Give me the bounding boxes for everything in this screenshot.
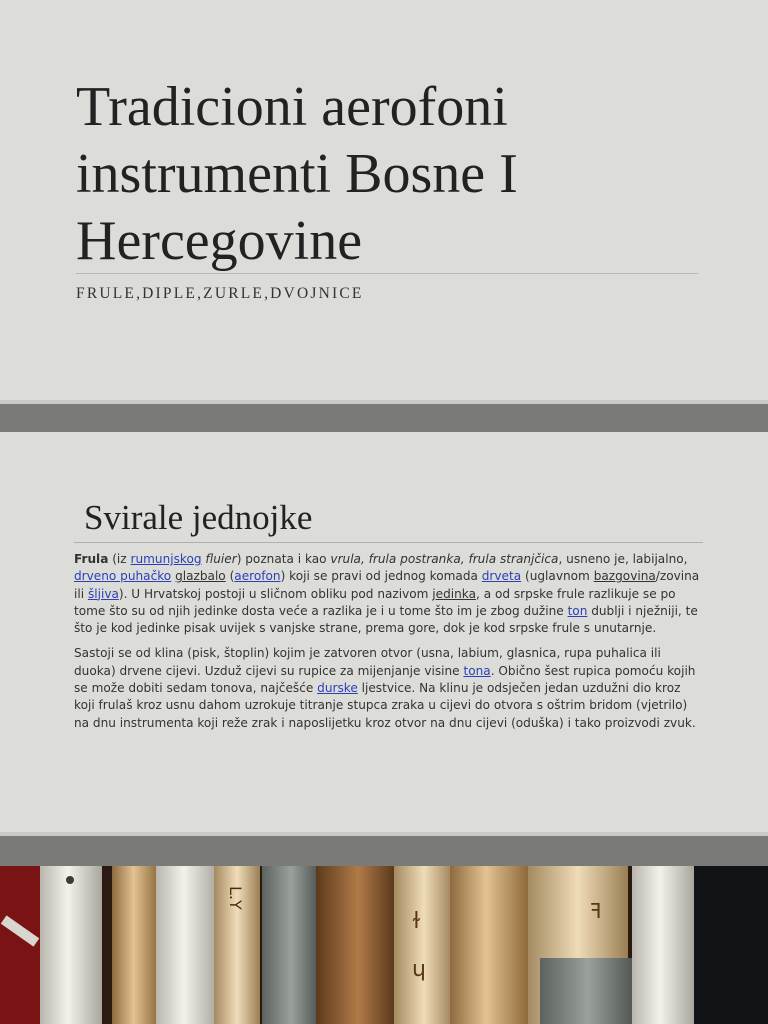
flute-carving-3: ɥ [412,957,426,982]
flute-gray-1 [262,866,320,1024]
paragraph-1 [74,551,704,637]
italic-fluier: fluier [205,552,237,566]
slide-subtitle: FRULE,DIPLE,ZURLE,DVOJNICE [76,285,364,302]
flutes-photo [0,866,768,1024]
text-span: ) koji se pravi od jednog komada [280,569,482,584]
link-tona[interactable]: tona [463,663,491,678]
link-glazbalo[interactable]: glazbalo [175,569,226,584]
flute-carving-4: ꟻ [590,899,602,923]
flute-gray-band [540,958,636,1024]
heading-rule [74,542,703,543]
text-span: , a od srpske frule razlikuje se po tome što su od njih jedinke dosta veće a razlika je i u tome što im je zbog dužine [74,586,676,618]
link-drveno-puhacko[interactable]: drveno puhačko [74,569,172,584]
text-span: Sastoji se od klina (pisk, štoplin) kojim je zatvoren otvor (usna, labium, glasnica, rupa puhalica ili duoka) drvene cijevi. Uzduž cijevi su rupice za mijenjanje visine [74,646,661,678]
flute-white-1 [40,866,102,1024]
link-bazgovina[interactable]: bazgovina [593,569,656,584]
link-rumunjskog[interactable]: rumunjskog [130,552,202,566]
text-span: ljestvice. Na klinu je odsječen jedan uzdužni dio kroz koji frulaš kroz usnu dahom uzrokuje titranje stupca zraka u cijevi do otvora s oštrim bridom (vjetrilo) na dnu instrumenta koji reže zrak i naposlijetku kroz otvor na dnu cijevi (oduška) i tako proizvodi zvuk. [74,681,696,730]
slide-title: Tradicioni aerofoni instrumenti Bosne I Hercegovine [76,76,518,272]
title-rule [76,273,698,274]
slide-divider [0,400,768,432]
text-span: . Obično šest rupica pomoću kojih se može dobiti sedam tonova, najčešće [74,663,696,696]
flute-hole [66,876,74,884]
content-slide [0,432,768,832]
title-slide [0,0,768,400]
link-sljiva[interactable]: šljiva [87,586,119,601]
slide-divider [0,832,768,866]
link-aerofon[interactable]: aerofon [234,569,281,584]
link-ton[interactable]: ton [567,603,588,618]
paragraph-2 [74,645,704,731]
body-text [74,551,704,740]
link-drveta[interactable]: drveta [481,569,522,584]
term-frula: Frula [74,552,109,566]
flute-carving-1: L.Y [226,886,245,910]
link-jedinka[interactable]: jedinka [432,586,477,601]
flute-tan-2 [450,866,530,1024]
text-span: , usneno je, labijalno, [558,552,688,566]
flute-carving-2: ɫ [412,909,421,934]
text-span: dublji i nježniji, te što je kod jedinke pisak uvijek s vanjske strane, prema gore, dok je kod srpske frule s unutarnje. [74,603,698,636]
flutes-image [0,866,768,1024]
text-span: (uglavnom [521,569,594,584]
italic-names: vrula, frula postranka, frula stranjčica [330,552,559,566]
text-span: ) poznata i kao [236,552,331,566]
text-span: ( [225,569,235,584]
flute-cream-2 [394,866,454,1024]
flute-white-3 [632,866,694,1024]
flute-brown-1 [316,866,400,1024]
red-cloth [0,866,45,1024]
flute-white-2 [156,866,218,1024]
dark-edge [690,866,768,1024]
text-span: /zovina ili [74,569,700,601]
text-span: ). U Hrvatskoj postoji u sličnom obliku pod nazivom [118,586,433,601]
section-heading: Svirale jednojke [84,498,313,537]
text-span: (iz [108,552,131,566]
flute-tan-1 [112,866,160,1024]
link-durske[interactable]: durske [317,681,358,696]
